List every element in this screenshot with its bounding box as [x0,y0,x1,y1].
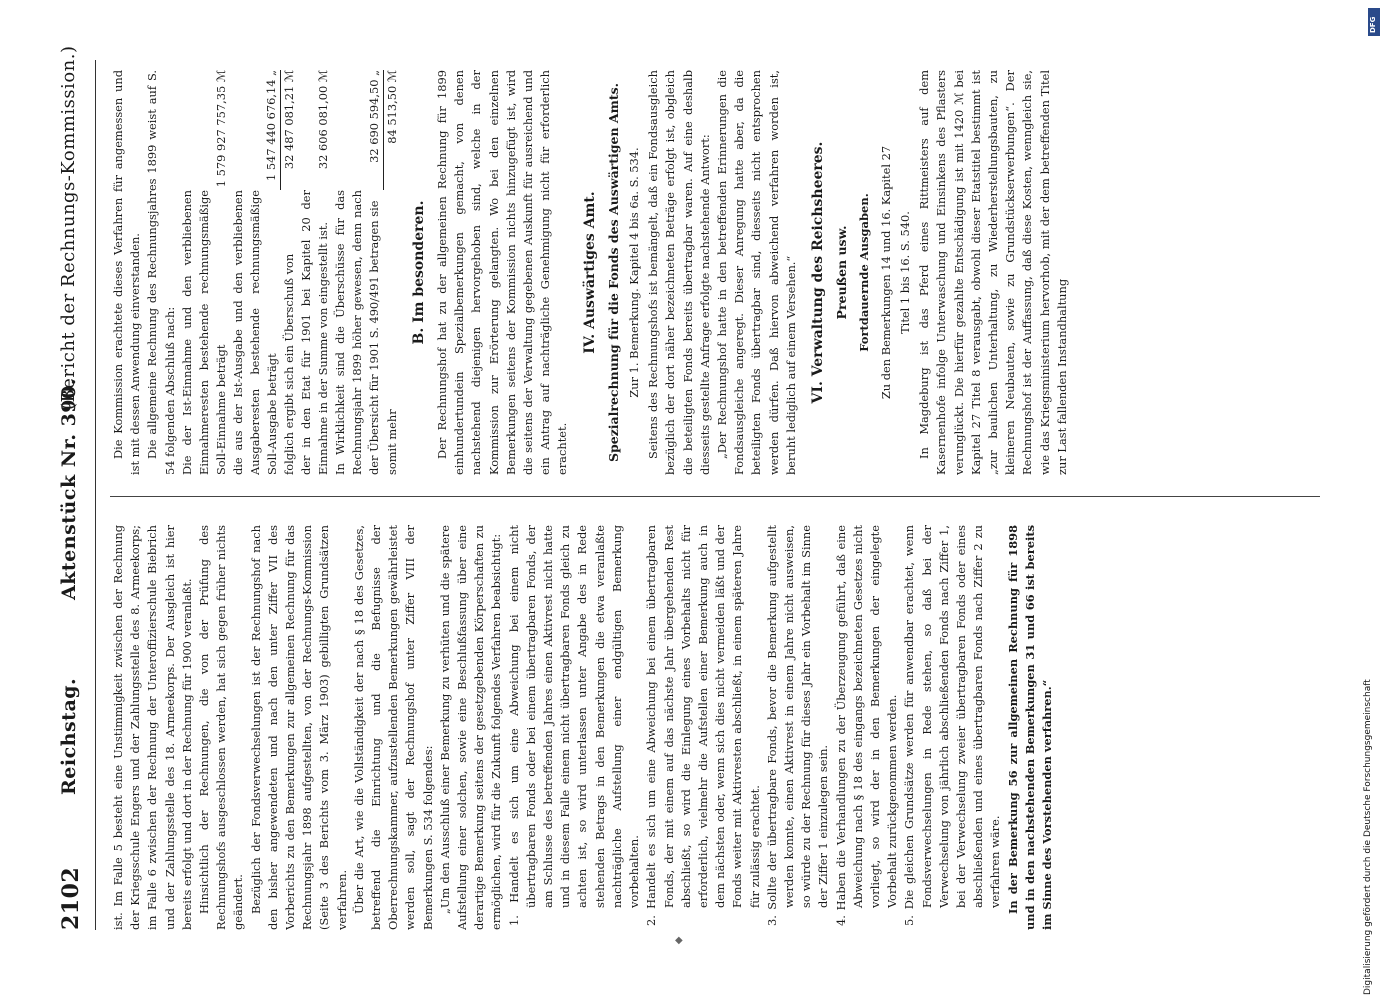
row-amount: 84 513,50 ℳ [384,70,399,144]
balance-table [179,70,401,475]
left-column [110,525,1343,930]
paragraph: Die Kommission erachtete dieses Verfahren für angemessen und ist mit dessen Anwendung einverstanden. [111,70,143,475]
paragraph: Über die Art, wie die Vollständigkeit der nach § 18 des Gesetzes, betreffend die Einrichtung und die Befugnisse der Oberrechnungskammer, aufzustellenden Bemerkungen gewährleistet werden soll, sagt der Rechnungshof unter Ziffer VIII der Bemerkungen S. 534 folgendes: [351,525,435,930]
paragraph: Seitens des Rechnungshofs ist bemängelt, daß ein Fondsausgleich bezüglich der dort näher bezeichneten Beträge erfolgt ist, obgleich die beteiligten Fonds bereits übertragbar waren. Auf eine deshalb diesseits gestellte Anfrage erfolgte nachstehende Antwort: [646,70,712,475]
section-vi-reference-2: Titel 1 bis 16. S. 540. [897,211,912,334]
header-right-title: (Bericht der Rechnungs-Kommission.) [58,45,79,410]
paragraph: Bezüglich der Fondsverwechselungen ist der Rechnungshof nach den bisher angewendeten und nach den unter Ziffer VII des Vorberichts zu den Bemerkungen zur allgemeinen Rechnung für das Rechnungsjahr 1898 aufgestellten, von der Rechnungs-Kommission (Seite 3 des Berichts vom 3. März 1903) gebilligten Grundsätzen verfahren. [248,525,349,930]
table-row [230,70,281,475]
list-item: 5. Die gleichen Grundsätze werden für anwendbar erachtet, wenn Fondsverwechselungen in Rede stehen, so daß bei der Verwechselung von jährlich abschließenden Fonds nach Ziffer 1, bei der Verwechselung zweier übertragbaren Fonds oder eines abschließenden und eines übertragbaren Fonds nach Ziffer 2 zu verfahren wäre. [902,525,1003,926]
page-number: 2102 [58,866,84,930]
closing-paragraph: In der Bemerkung 56 zur allgemeinen Rechnung für 1898 und in den nachstehenden Bemerkungen 31 und 66 ist bereits im Sinne des Vorstehenden verfahren.“ [1005,525,1054,930]
table-row [281,70,299,475]
dfg-logo [1368,8,1380,36]
row-amount: 32 487 081,21 ℳ [282,70,297,170]
row-label: In Wirklichkeit sind die Überschüsse für das Rechnungsjahr 1899 höher gewesen, denn nach der Übersicht für 1901 S. 490/491 betragen sie [333,190,382,475]
list-item: 1. Handelt es sich um eine Abweichung bei einem nicht übertragbaren Fonds oder bei einem übertragbaren Fonds, der am Schlusse des betreffenden Jahres einen Aktivrest nicht hatte und in diesem Falle einem nicht übertragbaren Fonds gleich zu achten ist, so wird unterlassen unter Angabe des in Rede stehenden Betrags in den Bemerkungen die etwa veranlaßte nachträgliche Aufstellung einer endgültigen Bemerkung vorbehalten. [506,525,642,926]
list-item: 3. Sollte der übertragbare Fonds, bevor die Bemerkung aufgestellt werden konnte, einen Aktivrest in einem Jahre nicht ausweisen, so würde zu der Rechnung für dieses Jahr ein Vorbehalt im Sinne der Ziffer 1 einzulegen sein. [764,525,831,926]
paragraph: Der Rechnungshof hat zu der allgemeinen Rechnung für 1899 einhundertundein Spezialbemerkungen gemacht, von denen nachstehend diejenigen hervorgehoben sind, welche in der Kommission zur Erörterung gelangten. Wo bei den einzelnen Bemerkungen seitens der Kommission nichts hinzugefügt ist, wird die seitens der Verwaltung gegebenen Auskunft für ausreichend und ein Antrag auf nachträgliche Genehmigung nicht für erforderlich erachtet. [435,70,570,475]
table-row [179,70,230,475]
table-row [298,70,332,475]
section-vi-reference: Zu den Bemerkungen 14 und 16. Kapitel 27 [878,145,893,400]
credit-text: Digitalisierung gefördert durch die Deutsche Forschungsgemeinschaft [1363,679,1373,995]
table-row [383,70,401,475]
section-vi-subtitle-2: Fortdauernde Ausgaben. [857,193,872,352]
row-amount: 32 606 081,00 ℳ [316,70,331,170]
section-iv-reference: Zur 1. Bemerkung. Kapitel 4 bis 6a. S. 534. [627,147,642,398]
column-divider [110,496,1320,497]
header-left-title: Reichstag. [58,677,80,795]
list-item: 4. Haben die Verhandlungen zu der Überzeugung geführt, daß eine Abweichung nach § 18 des eingangs bezeichneten Gesetzes nicht vorliegt, so wird der in den Bemerkungen der eingelegte Vorbehalt zurückgenommen werden. [833,525,900,926]
section-vi-subtitle: Preußen usw. [834,225,850,320]
table-row [332,70,383,475]
page-header [52,30,92,930]
row-label: Die der Ist-Einnahme und den verbliebenen Einnahmeresten bestehende rechnungsmäßige Soll-Einnahme beträgt [179,190,228,475]
paragraph: ist. Im Falle 5 besteht eine Unstimmigkeit zwischen der Rechnung der Kriegsschule Engers und der Zahlungsstelle des 8. Armeekorps; im Falle 6 zwischen der Rechnung der Unteroffizierschule Biebrich und der Zahlungsstelle des 18. Armeekorps. Der Ausgleich ist hier bereits erfolgt und dort in der Rechnung für 1900 veranlaßt. [111,525,194,930]
section-iv-subtitle: Spezialrechnung für die Fonds des Auswärtigen Amts. [605,82,621,463]
section-vi-title: VI. Verwaltung des Reichsheeres. [810,141,827,404]
paragraph: „Um den Ausschluß einer Bemerkung zu verhüten und die spätere Aufstellung einer solchen, sowie eine Beschlußfassung über eine derartige Bemerkung seitens der gesetzgebenden Körperschaften zu ermöglichen, wird für die Zukunft folgendes Verfahren beabsichtigt: [437,525,504,930]
row-label: somit mehr [384,409,399,475]
right-column [110,70,1343,475]
row-amount: 1 547 440 676,14 „ [230,70,281,190]
section-b-title: B. Im besonderen. [410,200,427,345]
row-label: folglich ergibt sich ein Überschuß von [282,253,297,475]
paragraph: In Magdeburg ist das Pferd eines Rittmeisters auf dem Kasernenhofe infolge Unterwaschung und Einsinkens des Pflasters verunglückt. Die hierfür gezahlte Entschädigung ist mit 1420 ℳ bei Kapitel 27 Titel 8 verausgabt, obwohl dieser Etatstitel bestimmt ist „zur baulichen Unterhaltung, zu Wiederherstellungsbauten, zu kleineren Neubauten, sowie zu Grundstückserwerbungen“. Der Rechnungshof ist der Auffassung, daß diese Kosten, wenngleich sie, wie das Kriegsministerium hervorhob, mit der dem betreffenden Titel zur Last fallenden Instandhaltung [917,70,1069,475]
paragraph: Hinsichtlich der Rechnungen, die von der Prüfung des Rechnungshofs ausgeschlossen werden, hat sich gegen früher nichts geändert. [197,525,246,930]
row-label: die aus der Ist-Ausgabe und den verbliebenen Ausgaberesten bestehende rechnungsmäßige Soll-Ausgabe beträgt [230,190,279,475]
row-amount: 32 690 594,50 „ [332,70,383,190]
row-amount: 1 579 927 757,35 ℳ [213,70,228,188]
header-rule [95,60,96,930]
paragraph: „Der Rechnungshof hatte in den betreffenden Erinnerungen die Fondsausgleiche angeregt. Dieser Anregung hatte aber, da die beteiligten Fonds übertragbar sind, diesseits nicht entsprochen werden dürfen. Daß hiervon abweichend verfahren worden ist, beruht lediglich auf einem Versehen.“ [715,70,798,475]
digitization-credit [1360,0,1382,1000]
header-middle-title: Aktenstück Nr. 390. [58,378,80,600]
row-label: der in den Etat für 1901 bei Kapitel 20 der Einnahme in der Summe von eingestellt ist. [299,190,331,475]
paragraph: Die allgemeine Rechnung des Rechnungsjahres 1899 weist auf S. 54 folgenden Abschluß nach: [145,70,177,475]
dfg-logo-text: DFG [1369,16,1377,33]
ornament-mark: ◆ [675,935,683,946]
section-iv-title: IV. Auswärtiges Amt. [581,191,598,354]
list-item: 2. Handelt es sich um eine Abweichung bei einem übertragbaren Fonds, der mit einem auf das nächste Jahr übergehenden Rest abschließt, so wird die Einlegung eines Vorbehalts nicht für erforderlich, vielmehr die Aufstellen einer Bemerkung auch in dem nächsten oder, wenn sich dies nicht vermeiden läßt und der Fonds weiter mit Aktivresten abschließt, in einem späteren Jahre für zulässig erachtet. [644,525,762,926]
